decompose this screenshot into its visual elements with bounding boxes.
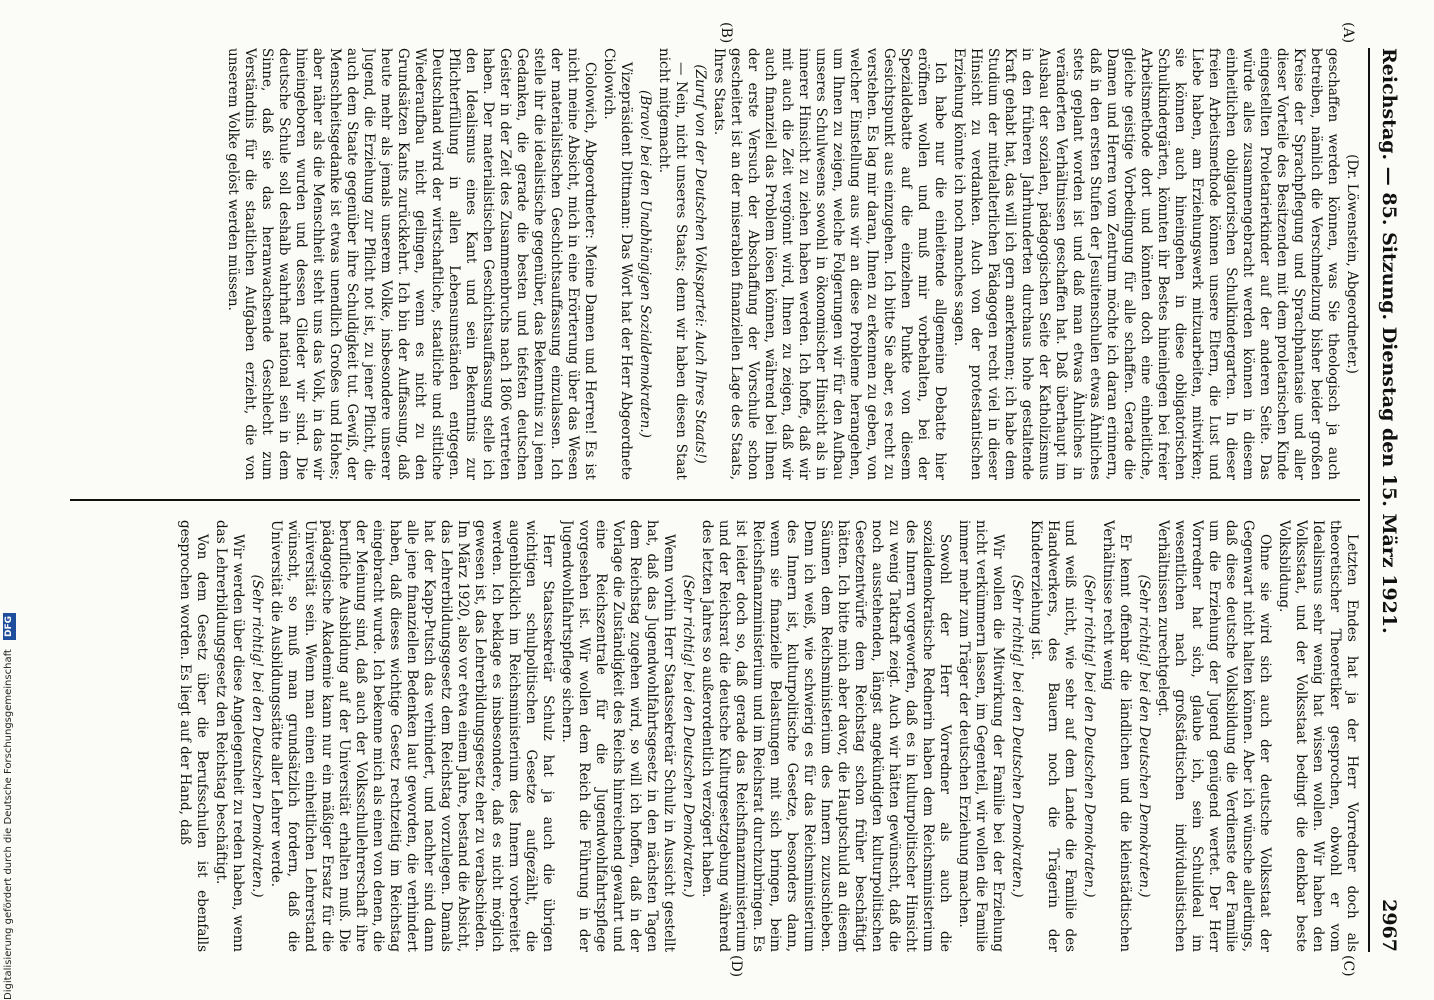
margin-mark-a: (A) [1340, 22, 1356, 44]
paragraph: Wir wollen die Mitwirkung der Familie bei der Erziehung nicht verkümmern lassen, im Gegenteil, wir wollen die Familie immer mehr zum Träger der deutschen Erziehung machen. [956, 520, 1006, 952]
page-header [1368, 48, 1406, 952]
interjection: (Sehr richtig! bei den Deutschen Demokraten.) [1081, 574, 1097, 898]
paragraph: Sowohl der Herr Vorredner als auch die sozialdemokratische Rednerin haben dem Reichsministerium des Innern vorgeworfen, daß es in kulturpolitischer Hinsicht zu wenig Tatkraft zeigt. Auch wir hätten gewünscht, daß die noch ausstehenden, längst angekündigten kulturpolitischen Gesetzentwürfe dem Reichstag schon früher beschäftigt hätten. Ich bitte mich aber davor, die Hauptschuld an diesem Säumen dem Reichsministerium des Innern zuzuschieben. Denn ich weiß, wie schwierig es für das Reichsministerium des Innern ist, kulturpolitische Gesetze, besonders dann, wenn sie finanzielle Belastungen mit sich bringen, beim Reichsfinanzministerium und im Reichsrat durchzubringen. Es ist leider doch so, daß gerade das Reichsfinanzministerium und der Reichsrat die deutsche Kulturgesetzgebung während des letzten Jahres so außerordentlich verzögert haben. [699, 520, 953, 952]
interjection: (Sehr richtig! bei den Deutschen Demokraten.) [680, 574, 696, 898]
paragraph: Er kennt offenbar die ländlichen und die kleinstädtischen Verhältnisse recht wenig [1100, 520, 1133, 952]
margin-mark-c: (C) [1340, 955, 1356, 977]
right-column [80, 520, 1360, 952]
page-number: 2967 [1378, 899, 1400, 952]
president-announcement: Vizepräsident Dittmann: Das Wort hat der Herr Abgeordnete Ciolowich. [601, 48, 634, 480]
paragraph: geschaffen werden können, was Sie theologisch ja auch betreiben, nämlich die Verschmelzung bisher beider großen Kreise der Sprachpflegung und Sprachphantasie und aller dieser Vorteile des Besitzenden mit dem proletarischen Kinde eingestellten Proletarierkinder auf der anderen Seite. Das würde alles zusammengebracht werden können in diesem einheitlichen obligatorischen Schulkindergarten. In dieser freien Arbeitsmethode können unsere Eltern, die Lust und Liebe haben, am Erziehungswerk mitzuarbeiten, mitwirken; sie können auch hineingehen in diese obligatorischen Schulkindergärten, könnten ihr Bestes hineinlegen bei freier Arbeitsmethode dort und könnten doch eine einheitliche, gleiche geistige Vorbedingung für alle schaffen. Gerade die Damen und Herren vom Zentrum möchte ich daran erinnern, daß in den ersten Stufen der Jesuitenschulen etwas Ähnliches stets geplant worden ist und daß man etwas Ähnliches in veränderten Verhältnissen geschaffen hat. Daß überhaupt im Ausbau der sozialen, pädagogischen Seite der Katholizismus in den früheren Jahrhunderten durchaus hohe gestaltende Kraft gehabt hat, das will ich gern anerkennen; ich habe dem Studium der mittelalterlichen Pädagogen recht viel in dieser Hinsicht zu verdanken. Auch von der protestantischen Erziehung könnte ich noch manches sagen. [951, 48, 1341, 480]
dfg-logo: DFG [3, 613, 16, 640]
interjection: (Zuruf von der Deutschen Volkspartei: Auch Ihres Staats!) [692, 64, 708, 464]
interjection: (Sehr richtig! bei den Deutschen Demokraten.) [1136, 574, 1152, 898]
paragraph: Wir werden über diese Angelegenheit zu reden haben, wenn das Lehrerbildungsgesetz den Reichstag beschäftigt. [213, 520, 246, 952]
speaker-continuation: (Dr. Löwenstein, Abgeordneter.) [1344, 154, 1360, 374]
digitization-credit [0, 0, 18, 1000]
header-title: Reichstag. — 85. Sitzung. Dienstag den 15. März 1921. [1378, 48, 1400, 634]
paragraph: Ohne sie wird sich auch der deutsche Volksstaat der Gegenwart nicht halten können. Aber ich wünsche allerdings, daß diese deutsche Volksbildung die Verdienste der Familie um die Erziehung der Jugend genügend wertet. Der Herr Vorredner hat sich, glaube ich, sein Schulideal im wesentlichen nach großstädtischen individualistischen Verhältnissen zurechtgelegt. [1155, 520, 1273, 952]
speech-paragraph: Ciolowich, Abgeordneter: Meine Damen und Herren! Es ist nicht meine Absicht, mich in eine Erörterung über das Wesen der materialistischen Geschichtsauffassung einzulassen. Ich stelle ihr die idealistische gegenüber, das Bekenntnis zu jenen Gedanken, die gerade die besten und tiefsten deutschen Geister in der Zeit des Zusammenbruchs nach 1806 vertreten haben. Der materialistischen Geschichtsauffassung stelle ich den Idealismus eines Kant und sein Bekenntnis zur Pflichterfüllung in allen Lebensumständen entgegen. Deutschland wird der wirtschaftliche, staatliche und sittliche Wiederaufbau nicht gelingen, wenn es nicht zu den Grundsätzen Kants zurückkehrt. Ich bin der Auffassung, daß heute mehr als jemals unserem Volke, insbesondere unserer Jugend, die Erziehung zur Pflicht not ist, zu jener Pflicht, die auch dem Staate gegenüber ihre Schuldigkeit tut. Gewiß, der Menschheitsgedanke ist etwas unendlich Großes und Hohes; aber näher als die Menschheit steht uns das Volk, in das wir hineingeboren wurden und dessen Glieder wir sind. Die deutsche Schule soll deshalb wahrhaft national sein in dem Sinne, daß sie das heranwachsende Geschlecht zum Verständnis für die staatlichen Aufgaben erzieht, die von unserem Volke gelöst werden müssen. [225, 48, 598, 480]
paragraph: Herr Staatssekretär Schulz hat ja auch die übrigen wichtigen schulpolitischen Gesetze aufgezählt, die augenblicklich im Reichsministerium des Innern vorbereitet werden. Ich beklage es insbesondere, daß es nicht möglich gewesen ist, das Lehrerbildungsgesetz eher zu verabschieden. Im März 1920, also vor etwa einem Jahre, bestand die Absicht, das Lehrerbildungsgesetz dem Reichstag vorzulegen. Damals hat der Kapp-Putsch das verhindert, und nachher sind dann alle jene finanziellen Bedenken laut geworden, die verhindert haben, daß dieses wichtige Gesetz rechtzeitig im Reichstag eingebracht wurde. Ich bekenne mich als einen von denen, die der Meinung sind, daß auch der Volksschullehrerschaft ihre berufliche Ausbildung auf der Universität erhalten muß. Die pädagogische Akademie kann nur ein mäßiger Ersatz für die Universität sein. Wenn man einen einheitlichen Lehrerstand wünscht, so muß man grundsätzlich fordern, daß die Universität die Ausbildungsstätte aller Lehrer werde. [268, 520, 556, 952]
column-divider [70, 499, 1360, 501]
margin-mark-d: (D) [728, 955, 744, 978]
paragraph: Ich habe nur die einleitende allgemeine Debatte hier eröffnen wollen und muß mir vorbehalten, bei der Spezialdebatte auf die einzelnen Punkte von diesem Gesichtspunkt aus einzugehen. Ich bitte Sie aber, es recht zu verstehen. Es lag mir daran, Ihnen zu erkennen zu geben, von welcher Einstellung aus wir an diese Probleme herangehen, um Ihnen zu zeigen, welche Folgerungen wir für den Aufbau unseres Schulwesens sowohl in ökonomischer Hinsicht als in innerer Hinsicht zu ziehen haben werden. Ich hoffe, daß wir mit auch die Zeit vergönnt wird, Ihnen zu zeigen, daß wir auch finanziell das Problem lösen können, während bei Ihnen der erste Versuch der Abschaffung der Vorschule schon gescheitert ist an der miserablen finanziellen Lage des Staats, Ihres Staats. [711, 48, 948, 480]
digitization-text: Digitalisierung gefördert durch die Deutsche Forschungsgemeinschaft [3, 649, 14, 1000]
paragraph: und weiß nicht, wie sehr auf dem Lande die Familie des Handwerkers, des Bauern noch die Trägerin der Kindererziehung ist. [1028, 520, 1078, 952]
paragraph: Letzten Endes hat ja der Herr Vorredner doch als theoretischer Theoretiker gesprochen, obwohl er vom Idealismus sehr wenig hat wissen wollen. Wir haben den Volksstaat, und der Volksstaat bedingt die denkbar beste Volksbildung. [1276, 520, 1360, 952]
margin-mark-b: (B) [718, 22, 734, 44]
paragraph: — Nein, nicht unseres Staats; denn wir haben diesen Staat nicht mitgemacht. [656, 48, 689, 480]
interjection: (Sehr richtig! bei den Deutschen Demokraten.) [249, 574, 265, 898]
left-column [80, 48, 1360, 480]
paragraph: Wenn vorhin Herr Staatssekretär Schulz in Aussicht gestellt hat, daß das Jugendwohlfahrtsgesetz in den nächsten Tagen dem Reichstag zugehen wird, so will ich hoffen, daß in der Vorlage die Zuständigkeit des Reichs hinreichend gewahrt und eine Reichszentrale für die Jugendwohlfahrtspflege vorgesehen ist. Wir wollen dem Reich die Führung in der Jugendwohlfahrtspflege sichern. [559, 520, 677, 952]
interjection: (Bravo! bei den Unabhängigen Sozialdemokraten.) [637, 90, 653, 438]
interjection: (Sehr richtig! bei den Deutschen Demokraten.) [1009, 574, 1025, 898]
paragraph: Von dem Gesetz über die Berufsschulen ist ebenfalls gesprochen worden. Es liegt auf der Hand, daß [177, 520, 210, 952]
